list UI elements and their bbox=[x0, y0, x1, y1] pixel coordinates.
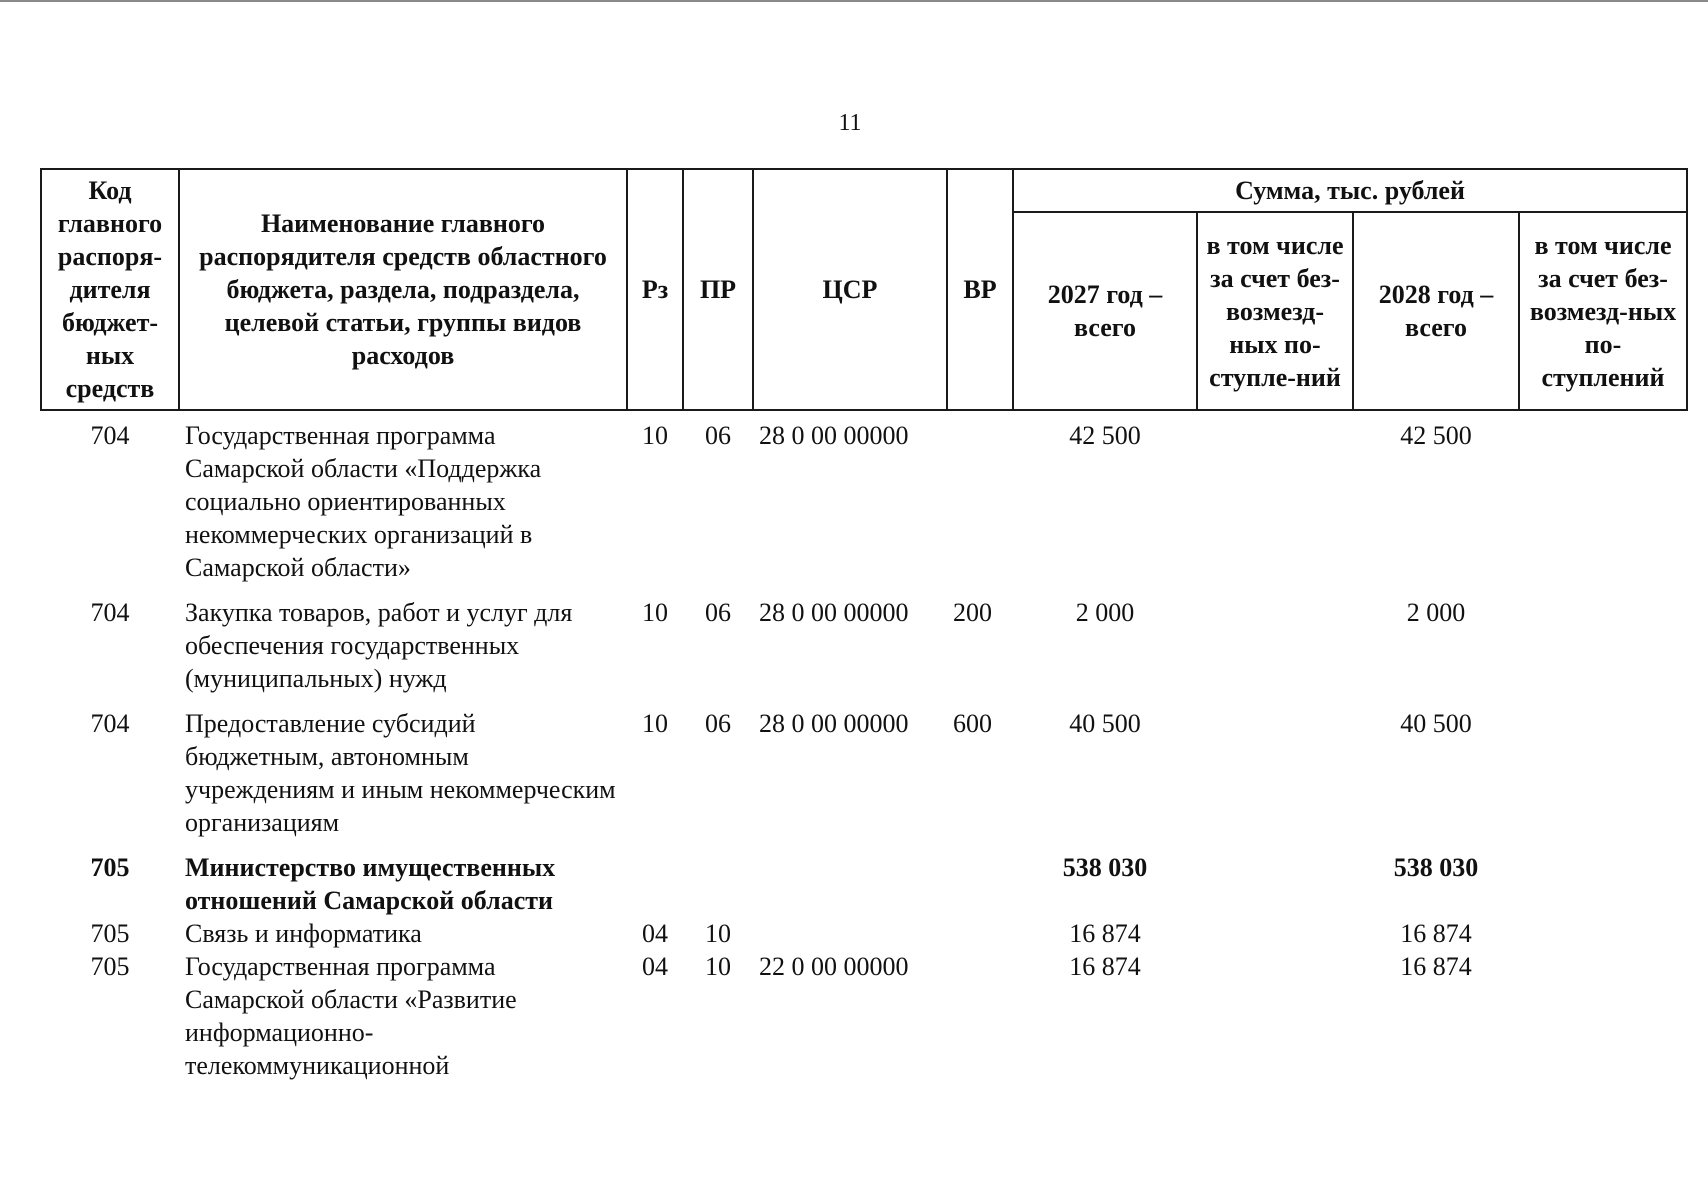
cell-vr bbox=[947, 950, 1013, 1082]
cell-2027-total: 42 500 bbox=[1069, 421, 1141, 450]
cell-rz bbox=[627, 839, 683, 917]
table-row bbox=[41, 839, 1687, 917]
table-row bbox=[41, 950, 1687, 1082]
cell-code: 704 bbox=[90, 421, 130, 450]
cell-name: Связь и информатика bbox=[185, 919, 422, 948]
cell-2028-grants bbox=[1519, 917, 1687, 950]
cell-name: Предоставление субсидий бюджетным, автономным учреждениям и иным некоммерческим организациям bbox=[185, 709, 616, 837]
cell-2028-total: 2 000 bbox=[1406, 598, 1466, 627]
cell-2027-grants bbox=[1197, 839, 1353, 917]
cell-pr: 06 bbox=[705, 421, 731, 450]
cell-vr bbox=[947, 839, 1013, 917]
cell-name: Закупка товаров, работ и услуг для обеспечения государственных (муниципальных) нужд bbox=[185, 598, 573, 693]
header-name: Наименование главного распорядителя средств областного бюджета, раздела, подраздела, целевой статьи, группы видов расходов bbox=[179, 169, 627, 410]
cell-2028-grants bbox=[1519, 584, 1687, 695]
cell-2027-grants bbox=[1197, 584, 1353, 695]
table-body bbox=[41, 410, 1687, 1082]
header-sum: Сумма, тыс. рублей bbox=[1013, 169, 1687, 212]
cell-2028-total: 16 874 bbox=[1400, 919, 1472, 948]
header-2027-grants: в том числе за счет без-возмезд-ных по-ступле-ний bbox=[1197, 212, 1353, 410]
cell-code: 705 bbox=[90, 853, 130, 882]
cell-2027-total: 40 500 bbox=[1069, 709, 1141, 738]
cell-name: Министерство имущественных отношений Самарской области bbox=[185, 853, 556, 915]
cell-vr bbox=[947, 410, 1013, 584]
cell-2028-grants bbox=[1519, 410, 1687, 584]
cell-name: Государственная программа Самарской области «Развитие информационно-телекоммуникационной bbox=[185, 952, 517, 1080]
cell-2028-grants bbox=[1519, 695, 1687, 839]
table-header bbox=[41, 169, 1687, 410]
cell-2027-total: 16 874 bbox=[1069, 919, 1141, 948]
table-row bbox=[41, 695, 1687, 839]
cell-2028-total: 40 500 bbox=[1400, 709, 1472, 738]
cell-vr: 200 bbox=[953, 598, 992, 627]
header-vr: ВР bbox=[947, 169, 1013, 410]
cell-csr bbox=[753, 917, 947, 950]
cell-rz: 04 bbox=[642, 919, 668, 948]
cell-2027-grants bbox=[1197, 410, 1353, 584]
cell-code: 704 bbox=[90, 598, 130, 627]
cell-csr: 28 0 00 00000 bbox=[759, 598, 909, 627]
cell-csr: 22 0 00 00000 bbox=[759, 952, 909, 981]
cell-csr: 28 0 00 00000 bbox=[759, 421, 909, 450]
cell-code: 705 bbox=[90, 952, 130, 981]
cell-2028-total: 16 874 bbox=[1400, 952, 1472, 981]
cell-2028-total: 42 500 bbox=[1400, 421, 1472, 450]
cell-name: Государственная программа Самарской области «Поддержка социально ориентированных некоммерческих организаций в Самарской области» bbox=[185, 421, 542, 582]
cell-2027-total: 538 030 bbox=[1062, 853, 1148, 882]
cell-2027-total: 16 874 bbox=[1069, 952, 1141, 981]
cell-pr: 06 bbox=[705, 598, 731, 627]
cell-pr bbox=[683, 839, 753, 917]
cell-pr: 10 bbox=[705, 952, 731, 981]
cell-rz: 04 bbox=[642, 952, 668, 981]
cell-2027-grants bbox=[1197, 695, 1353, 839]
header-2028-total: 2028 год – всего bbox=[1353, 212, 1519, 410]
cell-2027-total: 2 000 bbox=[1075, 598, 1135, 627]
table-row bbox=[41, 917, 1687, 950]
scan-edge-line bbox=[0, 0, 1708, 2]
cell-pr: 06 bbox=[705, 709, 731, 738]
cell-csr: 28 0 00 00000 bbox=[759, 709, 909, 738]
cell-csr bbox=[753, 839, 947, 917]
header-2027-total: 2027 год – всего bbox=[1013, 212, 1197, 410]
header-2028-grants: в том числе за счет без-возмезд-ных по-ступлений bbox=[1519, 212, 1687, 410]
cell-rz: 10 bbox=[642, 421, 668, 450]
header-pr: ПР bbox=[683, 169, 753, 410]
cell-pr: 10 bbox=[705, 919, 731, 948]
header-rz: Рз bbox=[627, 169, 683, 410]
cell-2028-total: 538 030 bbox=[1393, 853, 1479, 882]
cell-code: 705 bbox=[90, 919, 130, 948]
header-code: Код главного распоря-дителя бюджет-ных средств bbox=[41, 169, 179, 410]
page-number: 11 bbox=[838, 110, 862, 136]
cell-vr: 600 bbox=[953, 709, 992, 738]
cell-2027-grants bbox=[1197, 950, 1353, 1082]
budget-table bbox=[40, 168, 1688, 1082]
cell-2028-grants bbox=[1519, 839, 1687, 917]
table-row bbox=[41, 584, 1687, 695]
cell-2028-grants bbox=[1519, 950, 1687, 1082]
cell-code: 704 bbox=[90, 709, 130, 738]
cell-2027-grants bbox=[1197, 917, 1353, 950]
table-row bbox=[41, 410, 1687, 584]
cell-rz: 10 bbox=[642, 598, 668, 627]
header-csr: ЦСР bbox=[753, 169, 947, 410]
cell-vr bbox=[947, 917, 1013, 950]
cell-rz: 10 bbox=[642, 709, 668, 738]
